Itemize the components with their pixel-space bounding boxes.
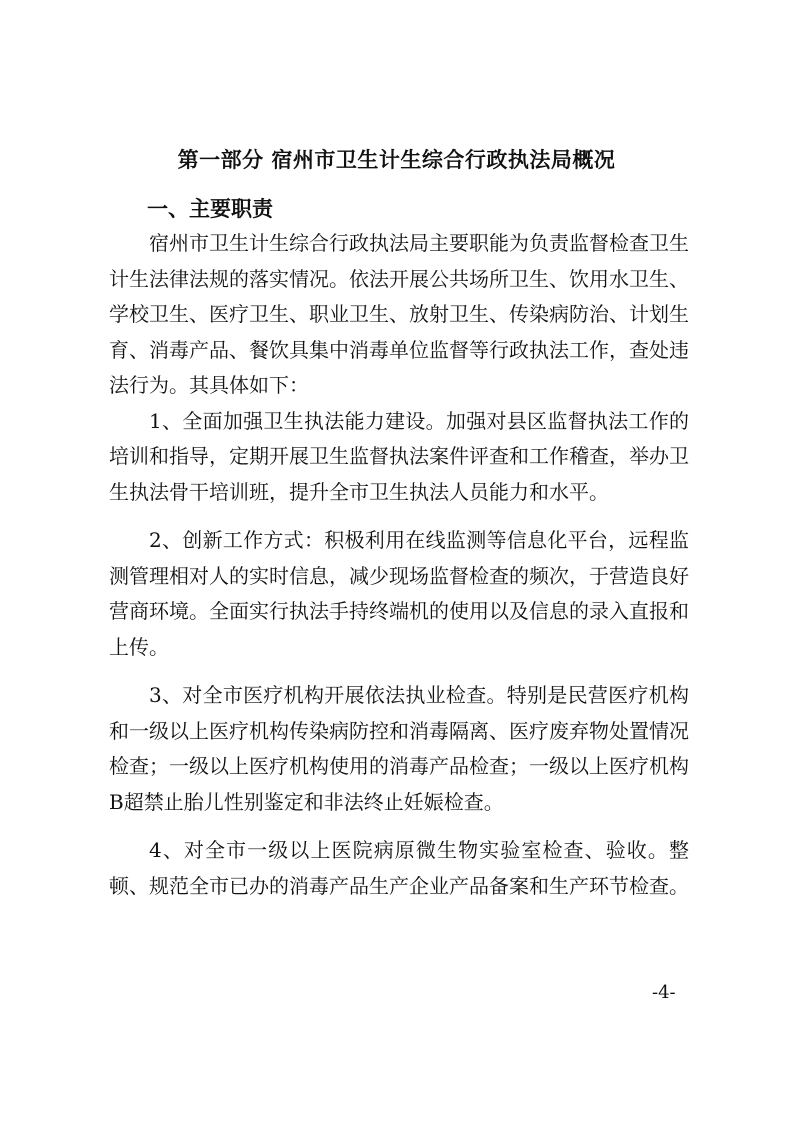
page-title: 第一部分 宿州市卫生计生综合行政执法局概况 (177, 148, 616, 172)
paragraph-item-2: 2、创新工作方式：积极利用在线监测等信息化平台，远程监测管理相对人的实时信息，减少现场监督检查的频次，于营造良好营商环境。全面实行执法手持终端机的使用以及信息的录入直报和上传。 (109, 528, 689, 659)
paragraph-item-1: 1、全面加强卫生执法能力建设。加强对县区监督执法工作的培训和指导，定期开展卫生监督执法案件评查和工作稽查，举办卫生执法骨干培训班，提升全市卫生执法人员能力和水平。 (109, 408, 689, 504)
paragraph-intro: 宿州市卫生计生综合行政执法局主要职能为负责监督检查卫生计生法律法规的落实情况。依法开展公共场所卫生、饮用水卫生、学校卫生、医疗卫生、职业卫生、放射卫生、传染病防治、计划生育、消毒产品、餐饮具集中消毒单位监督等行政执法工作，查处违法行为。其具体如下： (109, 231, 689, 397)
paragraph-item-3: 3、对全市医疗机构开展依法执业检查。特别是民营医疗机构和一级以上医疗机构传染病防控和消毒隔离、医疗废弃物处置情况检查；一级以上医疗机构使用的消毒产品检查；一级以上医疗机构B超禁止胎儿性别鉴定和非法终止妊娠检查。 (109, 683, 689, 814)
page-number: -4- (652, 982, 676, 1003)
section-heading: 一、主要职责 (147, 197, 273, 221)
paragraph-item-4: 4、对全市一级以上医院病原微生物实验室检查、验收。整顿、规范全市已办的消毒产品生产企业产品备案和生产环节检查。 (109, 838, 689, 898)
body-text (109, 226, 689, 917)
